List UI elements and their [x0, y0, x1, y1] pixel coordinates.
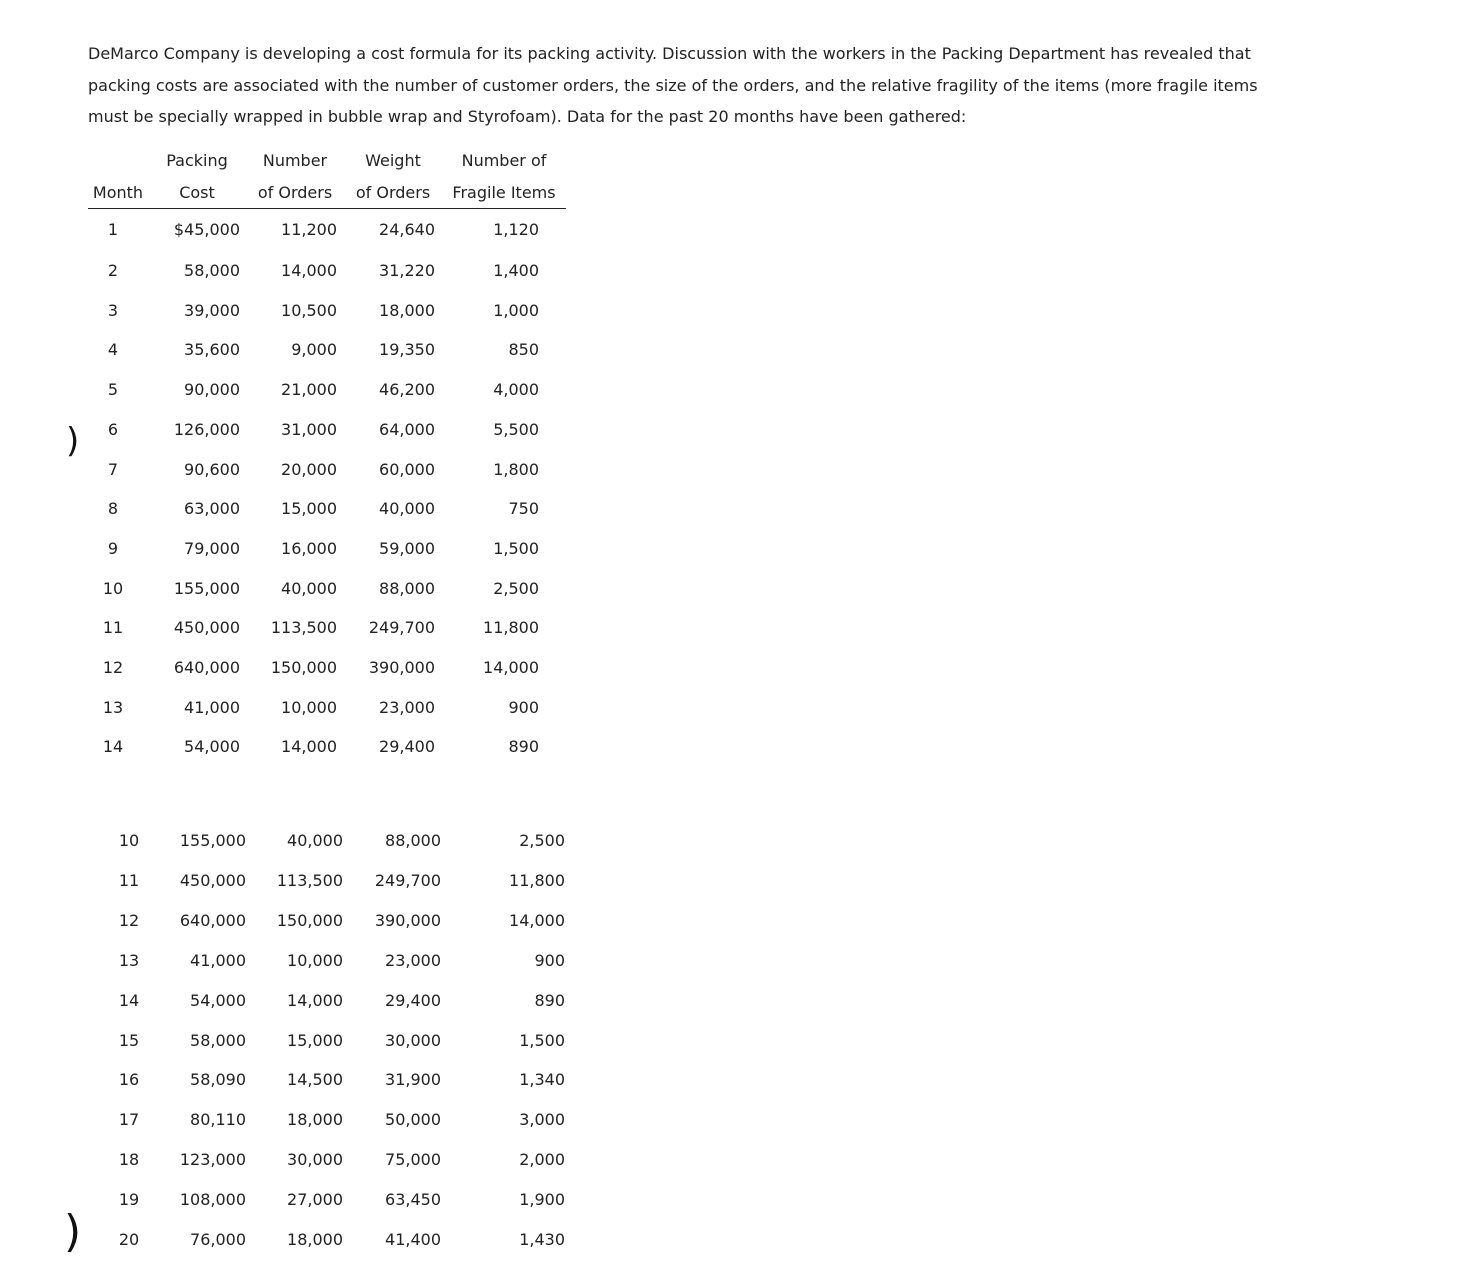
table-row [88, 861, 565, 901]
cell-month: 11 [102, 618, 124, 638]
cell-fragile-items: 750 [508, 499, 539, 519]
cell-number-of-orders: 40,000 [287, 831, 343, 850]
cell-fragile-items: 4,000 [493, 380, 539, 400]
cell-number-of-orders: 14,000 [287, 990, 343, 1010]
cell-month: 19 [118, 1190, 140, 1210]
table-row [88, 648, 566, 688]
cell-month: 18 [118, 1150, 140, 1170]
table-row [88, 450, 566, 490]
table-row [88, 608, 566, 648]
cell-packing-cost: 640,000 [173, 658, 240, 678]
cell-month: 14 [102, 737, 124, 757]
margin-parenthesis-mark: ) [66, 421, 80, 461]
cell-fragile-items: 900 [534, 950, 565, 970]
table-row [88, 529, 566, 569]
margin-parenthesis-mark: ) [64, 1206, 82, 1257]
cell-number-of-orders: 113,500 [270, 618, 337, 638]
cell-weight-of-orders: 31,900 [385, 1070, 441, 1090]
cell-fragile-items: 1,000 [493, 300, 539, 320]
table-row [88, 1140, 565, 1180]
cell-number-of-orders: 14,000 [281, 737, 337, 757]
cell-packing-cost: 63,000 [184, 499, 240, 519]
cell-month: 12 [102, 658, 124, 678]
table-row [88, 941, 565, 981]
cell-fragile-items: 14,000 [509, 910, 565, 930]
header-month: Month [88, 177, 148, 209]
table-row [88, 569, 566, 609]
cell-month: 5 [107, 380, 119, 400]
cell-number-of-orders: 10,500 [281, 300, 337, 320]
table-row [88, 1100, 565, 1140]
header-weight-bottom: of Orders [344, 177, 442, 209]
cell-weight-of-orders: 390,000 [368, 658, 435, 678]
cell-packing-cost: 155,000 [179, 831, 246, 850]
cell-fragile-items: 1,500 [493, 538, 539, 558]
cell-packing-cost: 58,090 [190, 1070, 246, 1090]
header-row-bottom [88, 177, 566, 209]
cell-packing-cost: $45,000 [173, 220, 240, 240]
intro-line-3: must be specially wrapped in bubble wrap and Styrofoam). Data for the past 20 months have been gathered: [88, 107, 967, 126]
cell-month: 20 [118, 1230, 140, 1250]
table-row [88, 330, 566, 370]
cell-weight-of-orders: 249,700 [368, 618, 435, 638]
packing-data-table-continued [88, 821, 565, 1260]
table-row [88, 1060, 565, 1100]
table-row [88, 251, 566, 291]
cell-number-of-orders: 14,000 [281, 261, 337, 280]
cell-month: 6 [107, 419, 119, 439]
cell-fragile-items: 14,000 [483, 658, 539, 678]
cell-month: 16 [118, 1070, 140, 1090]
cell-fragile-items: 1,400 [493, 261, 539, 280]
cell-weight-of-orders: 50,000 [385, 1110, 441, 1130]
table-row [88, 291, 566, 331]
cell-fragile-items: 890 [534, 990, 565, 1010]
cell-fragile-items: 11,800 [509, 870, 565, 890]
cell-weight-of-orders: 41,400 [385, 1230, 441, 1250]
cell-packing-cost: 90,000 [184, 380, 240, 400]
cell-number-of-orders: 18,000 [287, 1230, 343, 1250]
table-row [88, 489, 566, 529]
table-row [88, 410, 566, 450]
cell-fragile-items: 850 [508, 340, 539, 360]
cell-fragile-items: 1,340 [519, 1070, 565, 1090]
cell-number-of-orders: 11,200 [281, 220, 337, 240]
cell-month: 17 [118, 1110, 140, 1130]
cell-fragile-items: 11,800 [483, 618, 539, 638]
cell-fragile-items: 2,500 [493, 578, 539, 598]
cell-weight-of-orders: 24,640 [379, 220, 435, 240]
cell-number-of-orders: 15,000 [287, 1030, 343, 1050]
table-row [88, 901, 565, 941]
cell-packing-cost: 80,110 [190, 1110, 246, 1130]
cell-weight-of-orders: 75,000 [385, 1150, 441, 1170]
cell-packing-cost: 79,000 [184, 538, 240, 558]
cell-packing-cost: 450,000 [173, 618, 240, 638]
table-row [88, 1180, 565, 1220]
table-row [88, 821, 565, 861]
cell-packing-cost: 155,000 [173, 578, 240, 598]
cell-month: 13 [118, 950, 140, 970]
cell-weight-of-orders: 64,000 [379, 419, 435, 439]
cell-packing-cost: 123,000 [179, 1150, 246, 1170]
intro-line-2: packing costs are associated with the number of customer orders, the size of the orders, and the relative fragility of the items (more fragile items [88, 75, 1258, 95]
cell-month: 9 [107, 538, 119, 558]
cell-packing-cost: 58,000 [190, 1030, 246, 1050]
intro-paragraph [88, 38, 1288, 133]
cell-month: 3 [107, 300, 119, 320]
cell-weight-of-orders: 23,000 [385, 950, 441, 970]
cell-weight-of-orders: 40,000 [379, 499, 435, 519]
cell-packing-cost: 108,000 [179, 1190, 246, 1210]
cell-month: 15 [118, 1030, 140, 1050]
table-row [88, 981, 565, 1021]
cell-weight-of-orders: 30,000 [385, 1030, 441, 1050]
cell-packing-cost: 450,000 [179, 870, 246, 890]
cell-month: 10 [118, 831, 140, 850]
cell-packing-cost: 76,000 [190, 1230, 246, 1250]
cell-number-of-orders: 10,000 [281, 697, 337, 717]
header-month-top [88, 145, 148, 177]
packing-data-table [88, 145, 566, 767]
cell-weight-of-orders: 63,450 [385, 1190, 441, 1210]
cell-fragile-items: 1,500 [519, 1030, 565, 1050]
cell-weight-of-orders: 249,700 [374, 870, 441, 890]
cell-weight-of-orders: 60,000 [379, 459, 435, 479]
cell-weight-of-orders: 46,200 [379, 380, 435, 400]
cell-month: 11 [118, 870, 140, 890]
cell-month: 12 [118, 910, 140, 930]
cell-number-of-orders: 16,000 [281, 538, 337, 558]
cell-number-of-orders: 31,000 [281, 419, 337, 439]
cell-fragile-items: 2,000 [519, 1150, 565, 1170]
intro-line-1: DeMarco Company is developing a cost formula for its packing activity. Discussion with the workers in the Packing Department has revealed that [88, 44, 1251, 63]
cell-packing-cost: 41,000 [184, 697, 240, 717]
cell-number-of-orders: 30,000 [287, 1150, 343, 1170]
cell-month: 14 [118, 990, 140, 1010]
cell-packing-cost: 54,000 [184, 737, 240, 757]
header-fragile-top: Number of [461, 151, 547, 170]
cell-month: 1 [107, 220, 119, 240]
header-fragile-bottom: Fragile Items [442, 177, 566, 209]
table-row [88, 727, 566, 767]
cell-packing-cost: 640,000 [179, 910, 246, 930]
cell-number-of-orders: 10,000 [287, 950, 343, 970]
cell-weight-of-orders: 88,000 [379, 578, 435, 598]
header-orders-bottom: of Orders [246, 177, 344, 209]
cell-weight-of-orders: 390,000 [374, 910, 441, 930]
cell-month: 10 [102, 578, 124, 598]
cell-month: 4 [107, 340, 119, 360]
cell-number-of-orders: 18,000 [287, 1110, 343, 1130]
cell-fragile-items: 1,800 [493, 459, 539, 479]
cell-number-of-orders: 40,000 [281, 578, 337, 598]
cell-weight-of-orders: 29,400 [379, 737, 435, 757]
table-row [88, 688, 566, 728]
cell-packing-cost: 39,000 [184, 300, 240, 320]
table-body-months-1-14 [88, 209, 566, 768]
cell-fragile-items: 5,500 [493, 419, 539, 439]
cell-packing-cost: 58,000 [184, 261, 240, 280]
table-row [88, 1220, 565, 1260]
cell-weight-of-orders: 29,400 [385, 990, 441, 1010]
header-cost-bottom: Cost [148, 177, 246, 209]
cell-packing-cost: 35,600 [184, 340, 240, 360]
cell-number-of-orders: 9,000 [291, 340, 337, 360]
cell-weight-of-orders: 31,220 [379, 261, 435, 280]
cell-number-of-orders: 15,000 [281, 499, 337, 519]
cell-month: 13 [102, 697, 124, 717]
cell-fragile-items: 900 [508, 697, 539, 717]
cell-number-of-orders: 21,000 [281, 380, 337, 400]
cell-number-of-orders: 150,000 [270, 658, 337, 678]
cell-packing-cost: 41,000 [190, 950, 246, 970]
table-body-months-10-20 [88, 821, 565, 1260]
cell-fragile-items: 2,500 [519, 831, 565, 850]
header-cost-top: Packing [166, 151, 228, 170]
cell-weight-of-orders: 23,000 [379, 697, 435, 717]
header-row-top [88, 145, 566, 177]
cell-month: 7 [107, 459, 119, 479]
cell-weight-of-orders: 19,350 [379, 340, 435, 360]
header-orders-top: Number [262, 151, 328, 170]
cell-number-of-orders: 113,500 [276, 870, 343, 890]
cell-weight-of-orders: 88,000 [385, 831, 441, 850]
cell-month: 2 [107, 261, 119, 280]
cell-month: 8 [107, 499, 119, 519]
cell-fragile-items: 1,120 [493, 220, 539, 240]
cell-number-of-orders: 150,000 [276, 910, 343, 930]
header-weight-top: Weight [365, 151, 421, 170]
cell-packing-cost: 126,000 [173, 419, 240, 439]
cell-packing-cost: 90,600 [184, 459, 240, 479]
cell-fragile-items: 890 [508, 737, 539, 757]
table-row [88, 209, 566, 252]
cell-fragile-items: 1,900 [519, 1190, 565, 1210]
cell-fragile-items: 3,000 [519, 1110, 565, 1130]
cell-weight-of-orders: 18,000 [379, 300, 435, 320]
table-row [88, 370, 566, 410]
cell-weight-of-orders: 59,000 [379, 538, 435, 558]
table-row [88, 1021, 565, 1061]
cell-number-of-orders: 27,000 [287, 1190, 343, 1210]
cell-number-of-orders: 14,500 [287, 1070, 343, 1090]
cell-number-of-orders: 20,000 [281, 459, 337, 479]
cell-packing-cost: 54,000 [190, 990, 246, 1010]
cell-fragile-items: 1,430 [519, 1230, 565, 1250]
